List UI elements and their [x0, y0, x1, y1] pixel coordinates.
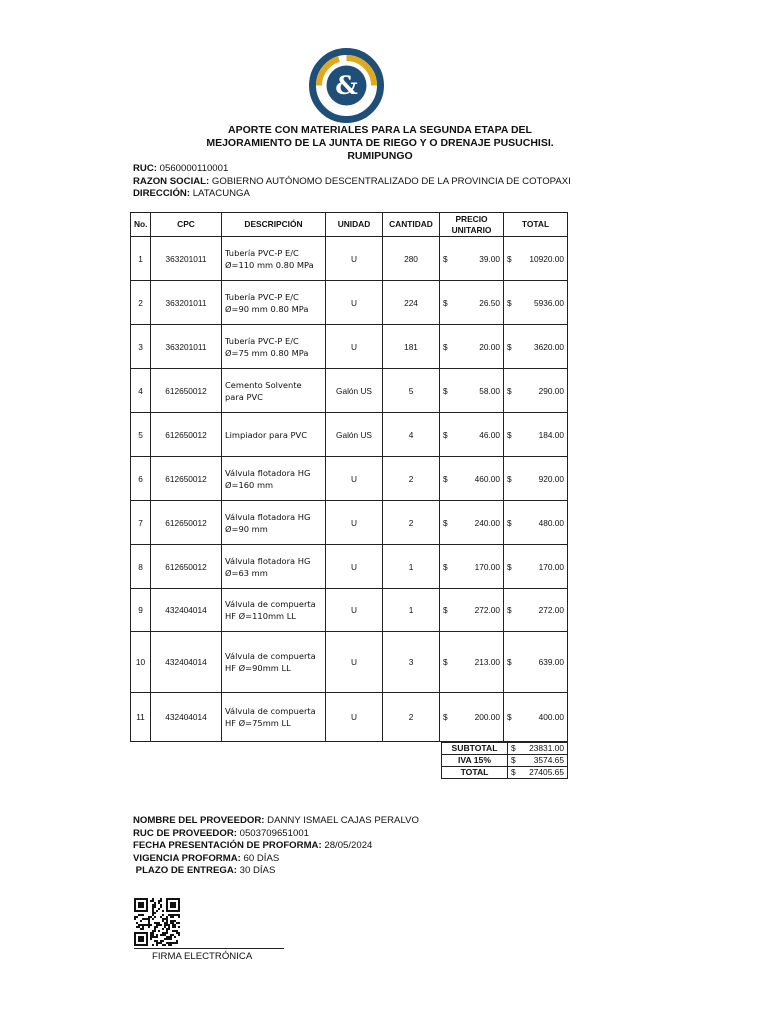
cell-total: [504, 589, 568, 632]
precio-amount: 200.00: [474, 712, 500, 722]
cell-no: 10: [131, 632, 151, 693]
cell-descripcion: Válvula de compuerta HF Ø=110mm LL: [222, 589, 326, 632]
cell-cantidad: 1: [383, 545, 440, 589]
precio-amount: 20.00: [479, 341, 500, 352]
total-amount: 3620.00: [534, 341, 564, 352]
company-logo-icon: [301, 48, 392, 123]
cell-no: 1: [131, 237, 151, 281]
provider-fecha-row: [133, 840, 419, 853]
provider-plazo-label: PLAZO DE ENTREGA:: [135, 865, 237, 876]
precio-amount: 39.00: [479, 253, 500, 264]
table-row: [131, 501, 568, 545]
cell-descripcion: Limpiador para PVC: [222, 413, 326, 457]
precio-amount: 460.00: [474, 473, 500, 484]
total-amount: 290.00: [538, 385, 564, 396]
cell-cpc: 612650012: [151, 369, 222, 413]
cell-precio: [440, 693, 504, 742]
cell-cpc: 363201011: [151, 325, 222, 369]
cell-cantidad: 224: [383, 281, 440, 325]
currency-symbol: $: [507, 561, 512, 572]
cell-total: [504, 501, 568, 545]
provider-fecha-label: FECHA PRESENTACIÓN DE PROFORMA:: [133, 840, 322, 851]
cell-cpc: 612650012: [151, 457, 222, 501]
client-ruc-value: 0560000110001: [159, 163, 229, 174]
cell-no: 6: [131, 457, 151, 501]
provider-vigencia-label: VIGENCIA PROFORMA:: [133, 852, 241, 864]
client-info: [133, 163, 571, 201]
cell-descripcion: Válvula flotadora HG Ø=63 mm: [222, 545, 326, 589]
provider-ruc-row: [133, 828, 419, 841]
cell-total: [504, 413, 568, 457]
totals-value: [508, 743, 568, 755]
currency-symbol: $: [507, 429, 512, 440]
cell-unidad: U: [326, 545, 383, 589]
header-descripcion: DESCRIPCIÓN: [222, 213, 326, 237]
cell-unidad: U: [326, 501, 383, 545]
cell-precio: [440, 501, 504, 545]
cell-descripcion: Tubería PVC-P E/C Ø=90 mm 0.80 MPa: [222, 281, 326, 325]
cell-total: [504, 237, 568, 281]
table-row: [131, 237, 568, 281]
cell-total: [504, 369, 568, 413]
provider-nombre-row: [133, 815, 419, 828]
currency-symbol: $: [507, 341, 512, 352]
cell-total: [504, 325, 568, 369]
cell-cpc: 612650012: [151, 413, 222, 457]
signature-line: [134, 948, 284, 949]
cell-no: 4: [131, 369, 151, 413]
totals-label: TOTAL: [442, 767, 508, 779]
cell-cpc: 612650012: [151, 501, 222, 545]
currency-symbol: $: [507, 657, 512, 667]
cell-cpc: 432404014: [151, 589, 222, 632]
cell-precio: [440, 545, 504, 589]
precio-amount: 26.50: [479, 297, 500, 308]
cell-cantidad: 280: [383, 237, 440, 281]
currency-symbol: $: [507, 712, 512, 722]
cell-total: [504, 693, 568, 742]
provider-plazo-row: [133, 865, 419, 878]
currency-symbol: $: [443, 429, 448, 440]
cell-no: 8: [131, 545, 151, 589]
cell-cpc: 363201011: [151, 237, 222, 281]
header-cantidad: CANTIDAD: [383, 213, 440, 237]
table-row: [131, 693, 568, 742]
cell-cpc: 432404014: [151, 632, 222, 693]
cell-cantidad: 2: [383, 693, 440, 742]
cell-precio: [440, 281, 504, 325]
cell-cantidad: 3: [383, 632, 440, 693]
cell-no: 7: [131, 501, 151, 545]
provider-ruc-label: RUC DE PROVEEDOR:: [133, 827, 237, 839]
totals-label: IVA 15%: [442, 755, 508, 767]
cell-no: 5: [131, 413, 151, 457]
cell-precio: [440, 325, 504, 369]
precio-amount: 240.00: [474, 517, 500, 528]
title-line: MEJORAMIENTO DE LA JUNTA DE RIEGO Y O DRENAJE PUSUCHISI.: [206, 137, 554, 149]
client-direccion-value: LATACUNGA: [192, 188, 250, 199]
currency-symbol: $: [443, 297, 448, 308]
cell-total: [504, 457, 568, 501]
precio-amount: 213.00: [474, 657, 500, 667]
title-line: APORTE CON MATERIALES PARA LA SEGUNDA ETAPA DEL: [228, 124, 532, 136]
client-razon-value: GOBIERNO AUTÓNOMO DESCENTRALIZADO DE LA PROVINCIA DE COTOPAXI: [211, 175, 571, 187]
currency-symbol: $: [507, 253, 512, 264]
client-razon-label: RAZON SOCIAL:: [133, 175, 210, 187]
totals-row: [442, 755, 568, 767]
cell-cpc: 432404014: [151, 693, 222, 742]
cell-precio: [440, 589, 504, 632]
cell-unidad: Galón US: [326, 369, 383, 413]
signature-label: FIRMA ELECTRÓNICA: [152, 951, 253, 962]
cell-descripcion: Tubería PVC-P E/C Ø=110 mm 0.80 MPa: [222, 237, 326, 281]
table-row: [131, 281, 568, 325]
cell-unidad: U: [326, 693, 383, 742]
client-direccion-row: [133, 188, 571, 201]
cell-descripcion: Válvula flotadora HG Ø=90 mm: [222, 501, 326, 545]
currency-symbol: $: [443, 561, 448, 572]
table-row: [131, 589, 568, 632]
cell-no: 9: [131, 589, 151, 632]
totals-value: [508, 755, 568, 767]
currency-symbol: $: [443, 657, 448, 667]
precio-amount: 272.00: [474, 605, 500, 615]
cell-cantidad: 1: [383, 589, 440, 632]
precio-amount: 170.00: [474, 561, 500, 572]
cell-no: 3: [131, 325, 151, 369]
cell-unidad: U: [326, 281, 383, 325]
cell-cantidad: 4: [383, 413, 440, 457]
cell-total: [504, 545, 568, 589]
currency-symbol: $: [511, 755, 516, 765]
header-unidad: UNIDAD: [326, 213, 383, 237]
total-amount: 400.00: [538, 712, 564, 722]
cell-cantidad: 2: [383, 501, 440, 545]
cell-descripcion: Válvula de compuerta HF Ø=90mm LL: [222, 632, 326, 693]
total-amount: 480.00: [538, 517, 564, 528]
cell-cpc: 612650012: [151, 545, 222, 589]
currency-symbol: $: [443, 341, 448, 352]
table-header-row: [131, 213, 568, 237]
currency-symbol: $: [507, 385, 512, 396]
cell-unidad: Galón US: [326, 413, 383, 457]
cell-cantidad: 5: [383, 369, 440, 413]
cell-precio: [440, 369, 504, 413]
currency-symbol: $: [507, 473, 512, 484]
cell-unidad: U: [326, 237, 383, 281]
cell-unidad: U: [326, 589, 383, 632]
currency-symbol: $: [507, 297, 512, 308]
table-row: [131, 369, 568, 413]
header-cpc: CPC: [151, 213, 222, 237]
precio-amount: 46.00: [479, 429, 500, 440]
provider-nombre-value: DANNY ISMAEL CAJAS PERALVO: [267, 815, 419, 826]
client-ruc-label: RUC:: [133, 163, 157, 174]
cell-unidad: U: [326, 325, 383, 369]
provider-plazo-value: 30 DÍAS: [239, 865, 276, 876]
cell-no: 11: [131, 693, 151, 742]
totals-row: [442, 743, 568, 755]
table-row: [131, 545, 568, 589]
table-row: [131, 632, 568, 693]
total-amount: 10920.00: [529, 253, 564, 264]
totals-amount: 27405.65: [529, 767, 564, 777]
header-precio: PRECIO UNITARIO: [440, 213, 504, 237]
cell-descripcion: Válvula de compuerta HF Ø=75mm LL: [222, 693, 326, 742]
total-amount: 170.00: [538, 561, 564, 572]
total-amount: 184.00: [538, 429, 564, 440]
provider-nombre-label: NOMBRE DEL PROVEEDOR:: [133, 815, 265, 826]
cell-descripcion: Válvula flotadora HG Ø=160 mm: [222, 457, 326, 501]
cell-descripcion: Tubería PVC-P E/C Ø=75 mm 0.80 MPa: [222, 325, 326, 369]
cell-descripcion: Cemento Solvente para PVC: [222, 369, 326, 413]
cell-cantidad: 2: [383, 457, 440, 501]
currency-symbol: $: [511, 767, 516, 777]
provider-vigencia-row: [133, 853, 419, 866]
client-ruc-row: [133, 163, 571, 176]
currency-symbol: $: [443, 473, 448, 484]
cell-precio: [440, 457, 504, 501]
cell-unidad: U: [326, 457, 383, 501]
totals-amount: 3574.65: [533, 755, 564, 765]
document-title: [130, 124, 630, 163]
cell-cpc: 363201011: [151, 281, 222, 325]
total-amount: 5936.00: [534, 297, 564, 308]
totals-label: SUBTOTAL: [442, 743, 508, 755]
currency-symbol: $: [507, 517, 512, 528]
cell-unidad: U: [326, 632, 383, 693]
client-razon-row: [133, 176, 571, 189]
total-amount: 272.00: [538, 605, 564, 615]
totals-value: [508, 767, 568, 779]
cell-total: [504, 632, 568, 693]
items-table: [130, 212, 568, 742]
currency-symbol: $: [443, 253, 448, 264]
table-row: [131, 457, 568, 501]
title-line: RUMIPUNGO: [347, 150, 413, 162]
currency-symbol: $: [511, 743, 516, 753]
totals-row: [442, 767, 568, 779]
cell-precio: [440, 237, 504, 281]
table-row: [131, 325, 568, 369]
provider-ruc-value: 0503709651001: [239, 827, 309, 839]
total-amount: 920.00: [538, 473, 564, 484]
currency-symbol: $: [443, 385, 448, 396]
currency-symbol: $: [443, 605, 448, 615]
provider-vigencia-value: 60 DÍAS: [243, 852, 280, 864]
svg-text:&: &: [335, 71, 358, 100]
totals-amount: 23831.00: [529, 743, 564, 753]
cell-precio: [440, 632, 504, 693]
cell-precio: [440, 413, 504, 457]
currency-symbol: $: [443, 712, 448, 722]
provider-info: [133, 815, 419, 878]
currency-symbol: $: [507, 605, 512, 615]
provider-fecha-value: 28/05/2024: [324, 840, 373, 851]
currency-symbol: $: [443, 517, 448, 528]
total-amount: 639.00: [538, 657, 564, 667]
header-no: No.: [131, 213, 151, 237]
totals-table: [441, 742, 568, 779]
header-total: TOTAL: [504, 213, 568, 237]
client-direccion-label: DIRECCIÓN:: [133, 188, 191, 199]
table-row: [131, 413, 568, 457]
cell-no: 2: [131, 281, 151, 325]
cell-cantidad: 181: [383, 325, 440, 369]
qr-code-icon: [134, 898, 180, 946]
precio-amount: 58.00: [479, 385, 500, 396]
cell-total: [504, 281, 568, 325]
